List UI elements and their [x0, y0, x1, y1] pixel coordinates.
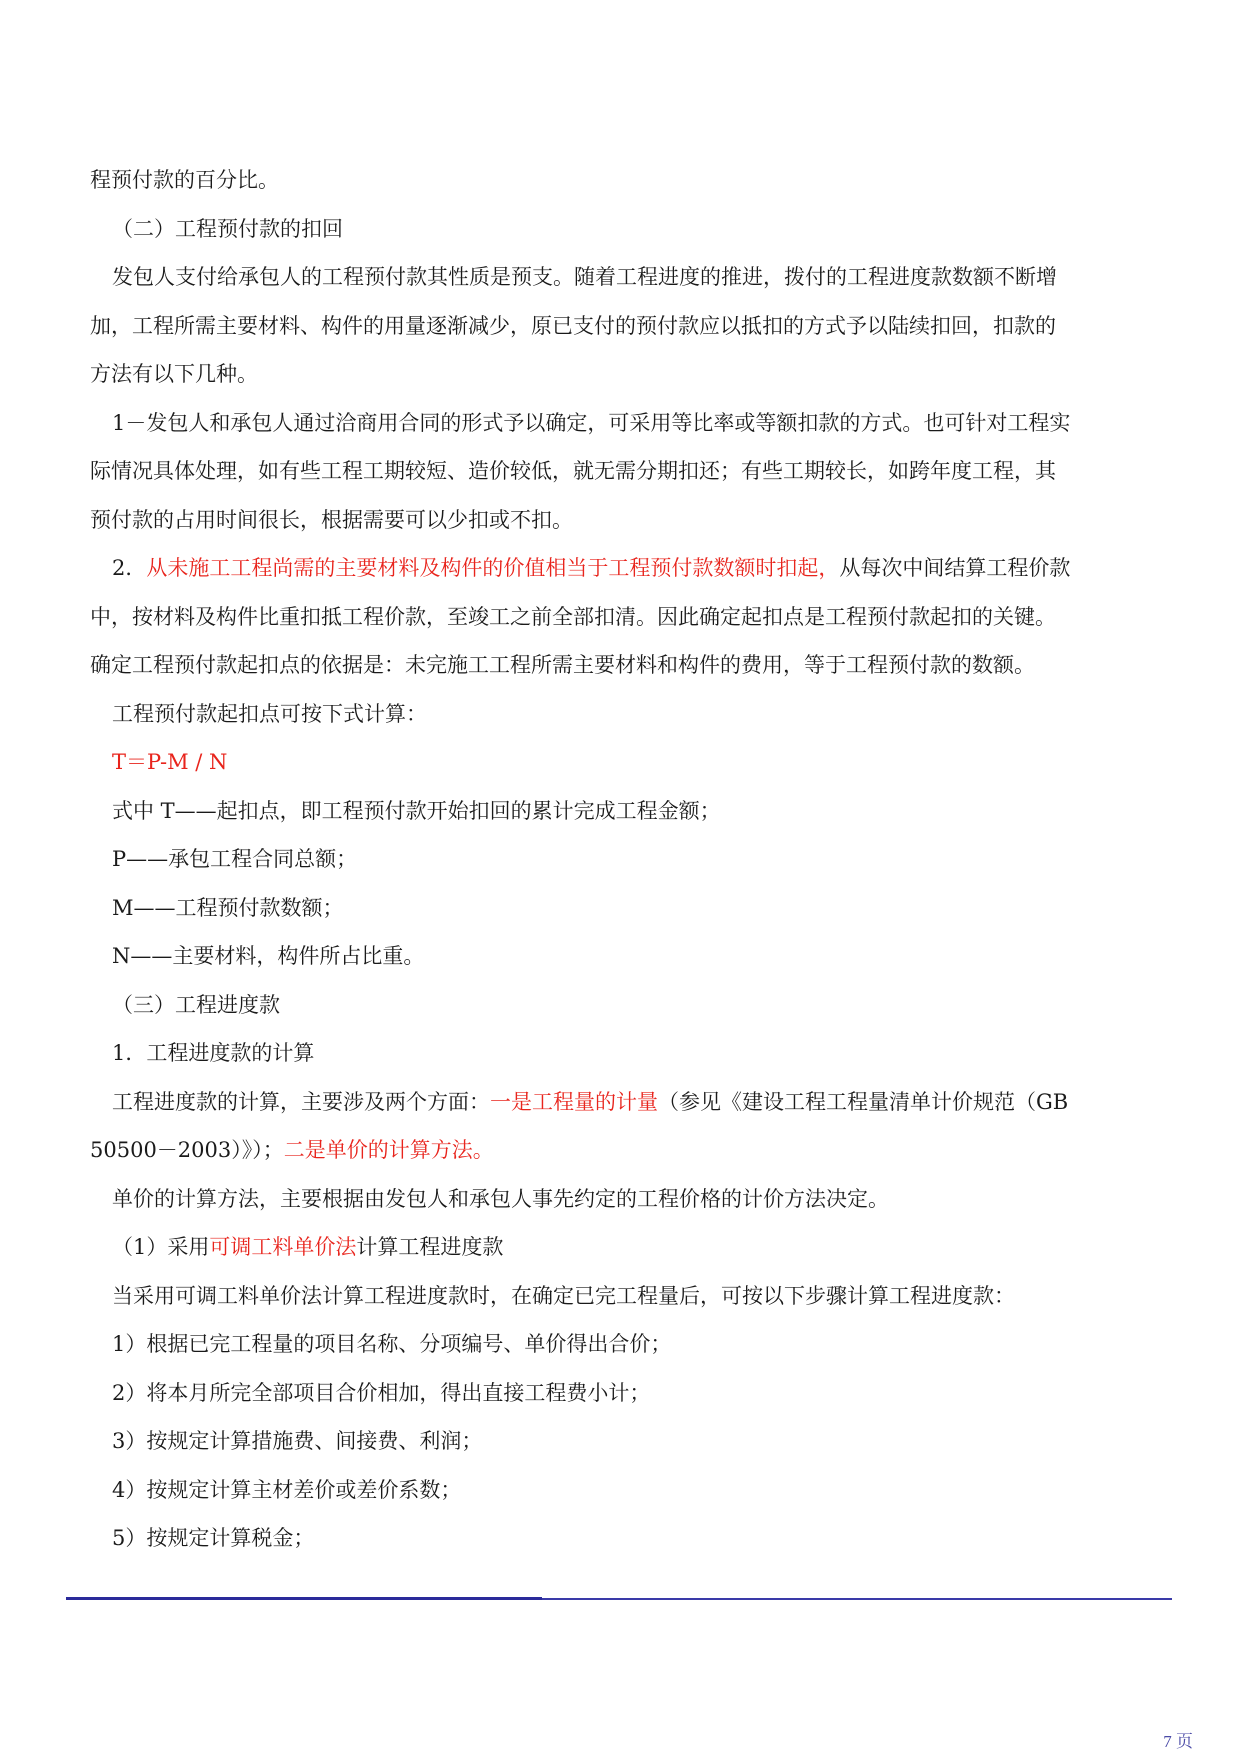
text-line	[90, 205, 1170, 254]
text-segment: 1．工程进度款的计算	[112, 1041, 315, 1065]
text-line	[90, 544, 1170, 593]
text-segment: 3）按规定计算措施费、间接费、利润；	[112, 1429, 483, 1453]
text-segment: 1）根据已完工程量的项目名称、分项编号、单价得出合价；	[112, 1332, 672, 1356]
text-line	[90, 253, 1170, 302]
text-segment: 单价的计算方法，主要根据由发包人和承包人事先约定的工程价格的计价方法决定。	[112, 1186, 889, 1211]
text-line	[90, 1466, 1170, 1515]
text-line	[90, 1175, 1170, 1224]
text-segment: M——工程预付款数额；	[112, 895, 344, 920]
text-line	[90, 787, 1170, 836]
text-line	[90, 350, 1170, 399]
text-line	[90, 1272, 1170, 1321]
highlighted-text: 一是工程量的计量	[490, 1089, 658, 1114]
text-segment: 加，工程所需主要材料、构件的用量逐渐减少，原已支付的预付款应以抵扣的方式予以陆续扣回，扣款的	[90, 313, 1056, 338]
text-line	[90, 932, 1170, 981]
text-line	[90, 1078, 1170, 1127]
text-segment: P——承包工程合同总额；	[112, 847, 358, 871]
text-segment: 从每次中间结算工程价款	[839, 556, 1071, 580]
text-segment: 工程进度款的计算，主要涉及两个方面：	[112, 1089, 490, 1114]
text-line	[90, 1514, 1170, 1563]
text-line	[90, 738, 1170, 787]
text-segment: （二）工程预付款的扣回	[112, 216, 343, 241]
text-line	[90, 1223, 1170, 1272]
text-line	[90, 1417, 1170, 1466]
text-segment: 2．	[112, 556, 147, 580]
text-segment: 工程预付款起扣点可按下式计算：	[112, 701, 427, 726]
text-segment: 际情况具体处理，如有些工程工期较短、造价较低，就无需分期扣还；有些工期较长，如跨年度工程，其	[90, 459, 1056, 483]
text-line	[90, 1029, 1170, 1078]
text-segment: 发包人支付给承包人的工程预付款其性质是预支。随着工程进度的推进，拨付的工程进度款数额不断增	[112, 265, 1057, 289]
text-segment: （1）采用	[112, 1235, 210, 1259]
text-segment: 式中 T——起扣点，即工程预付款开始扣回的累计完成工程金额；	[112, 798, 721, 823]
text-segment: 预付款的占用时间很长，根据需要可以少扣或不扣。	[90, 507, 573, 532]
text-segment: （参见《建设工程工程量清单计价规范（GB	[658, 1089, 1069, 1114]
text-segment: 当采用可调工料单价法计算工程进度款时，在确定已完工程量后，可按以下步骤计算工程进度款：	[112, 1283, 1015, 1308]
text-line	[90, 1126, 1170, 1175]
text-segment: 确定工程预付款起扣点的依据是：未完施工工程所需主要材料和构件的费用，等于工程预付款的数额。	[90, 653, 1035, 677]
highlighted-text: T＝P-M / N	[112, 750, 228, 774]
text-segment: 计算工程进度款	[356, 1235, 504, 1259]
text-line	[90, 496, 1170, 545]
text-segment: N——主要材料，构件所占比重。	[112, 944, 425, 968]
text-segment: 5）按规定计算税金；	[112, 1526, 315, 1550]
text-line	[90, 981, 1170, 1030]
text-line	[90, 156, 1170, 205]
text-segment: （三）工程进度款	[112, 992, 280, 1017]
text-segment: 中，按材料及构件比重扣抵工程价款，至竣工之前全部扣清。因此确定起扣点是工程预付款起扣的关键。	[90, 604, 1056, 629]
highlighted-text: 二是单价的计算方法。	[283, 1138, 494, 1162]
text-line	[90, 593, 1170, 642]
highlighted-text: 从未施工工程尚需的主要材料及构件的价值相当于工程预付款数额时扣起，	[146, 556, 840, 580]
text-line	[90, 690, 1170, 739]
page-number: 7 页	[1163, 1732, 1193, 1751]
text-segment: 2）将本月所完全部项目合价相加，得出直接工程费小计；	[112, 1380, 651, 1405]
text-line	[90, 1369, 1170, 1418]
text-segment: 方法有以下几种。	[90, 362, 258, 386]
highlighted-text: 可调工料单价法	[209, 1235, 357, 1259]
footer-rule-thin	[542, 1598, 1172, 1600]
text-segment: 4）按规定计算主材差价或差价系数；	[112, 1477, 462, 1502]
text-line	[90, 302, 1170, 351]
text-segment: 程预付款的百分比。	[90, 168, 279, 192]
text-line	[90, 447, 1170, 496]
text-line	[90, 835, 1170, 884]
text-line	[90, 884, 1170, 933]
document-body	[90, 156, 1170, 1563]
text-segment: 1－发包人和承包人通过洽商用合同的形式予以确定，可采用等比率或等额扣款的方式。也可针对工程实	[112, 410, 1071, 435]
text-segment: 50500－2003）》）；	[90, 1138, 284, 1162]
text-line	[90, 399, 1170, 448]
text-line	[90, 641, 1170, 690]
text-line	[90, 1320, 1170, 1369]
footer-rule-thick	[66, 1597, 542, 1600]
